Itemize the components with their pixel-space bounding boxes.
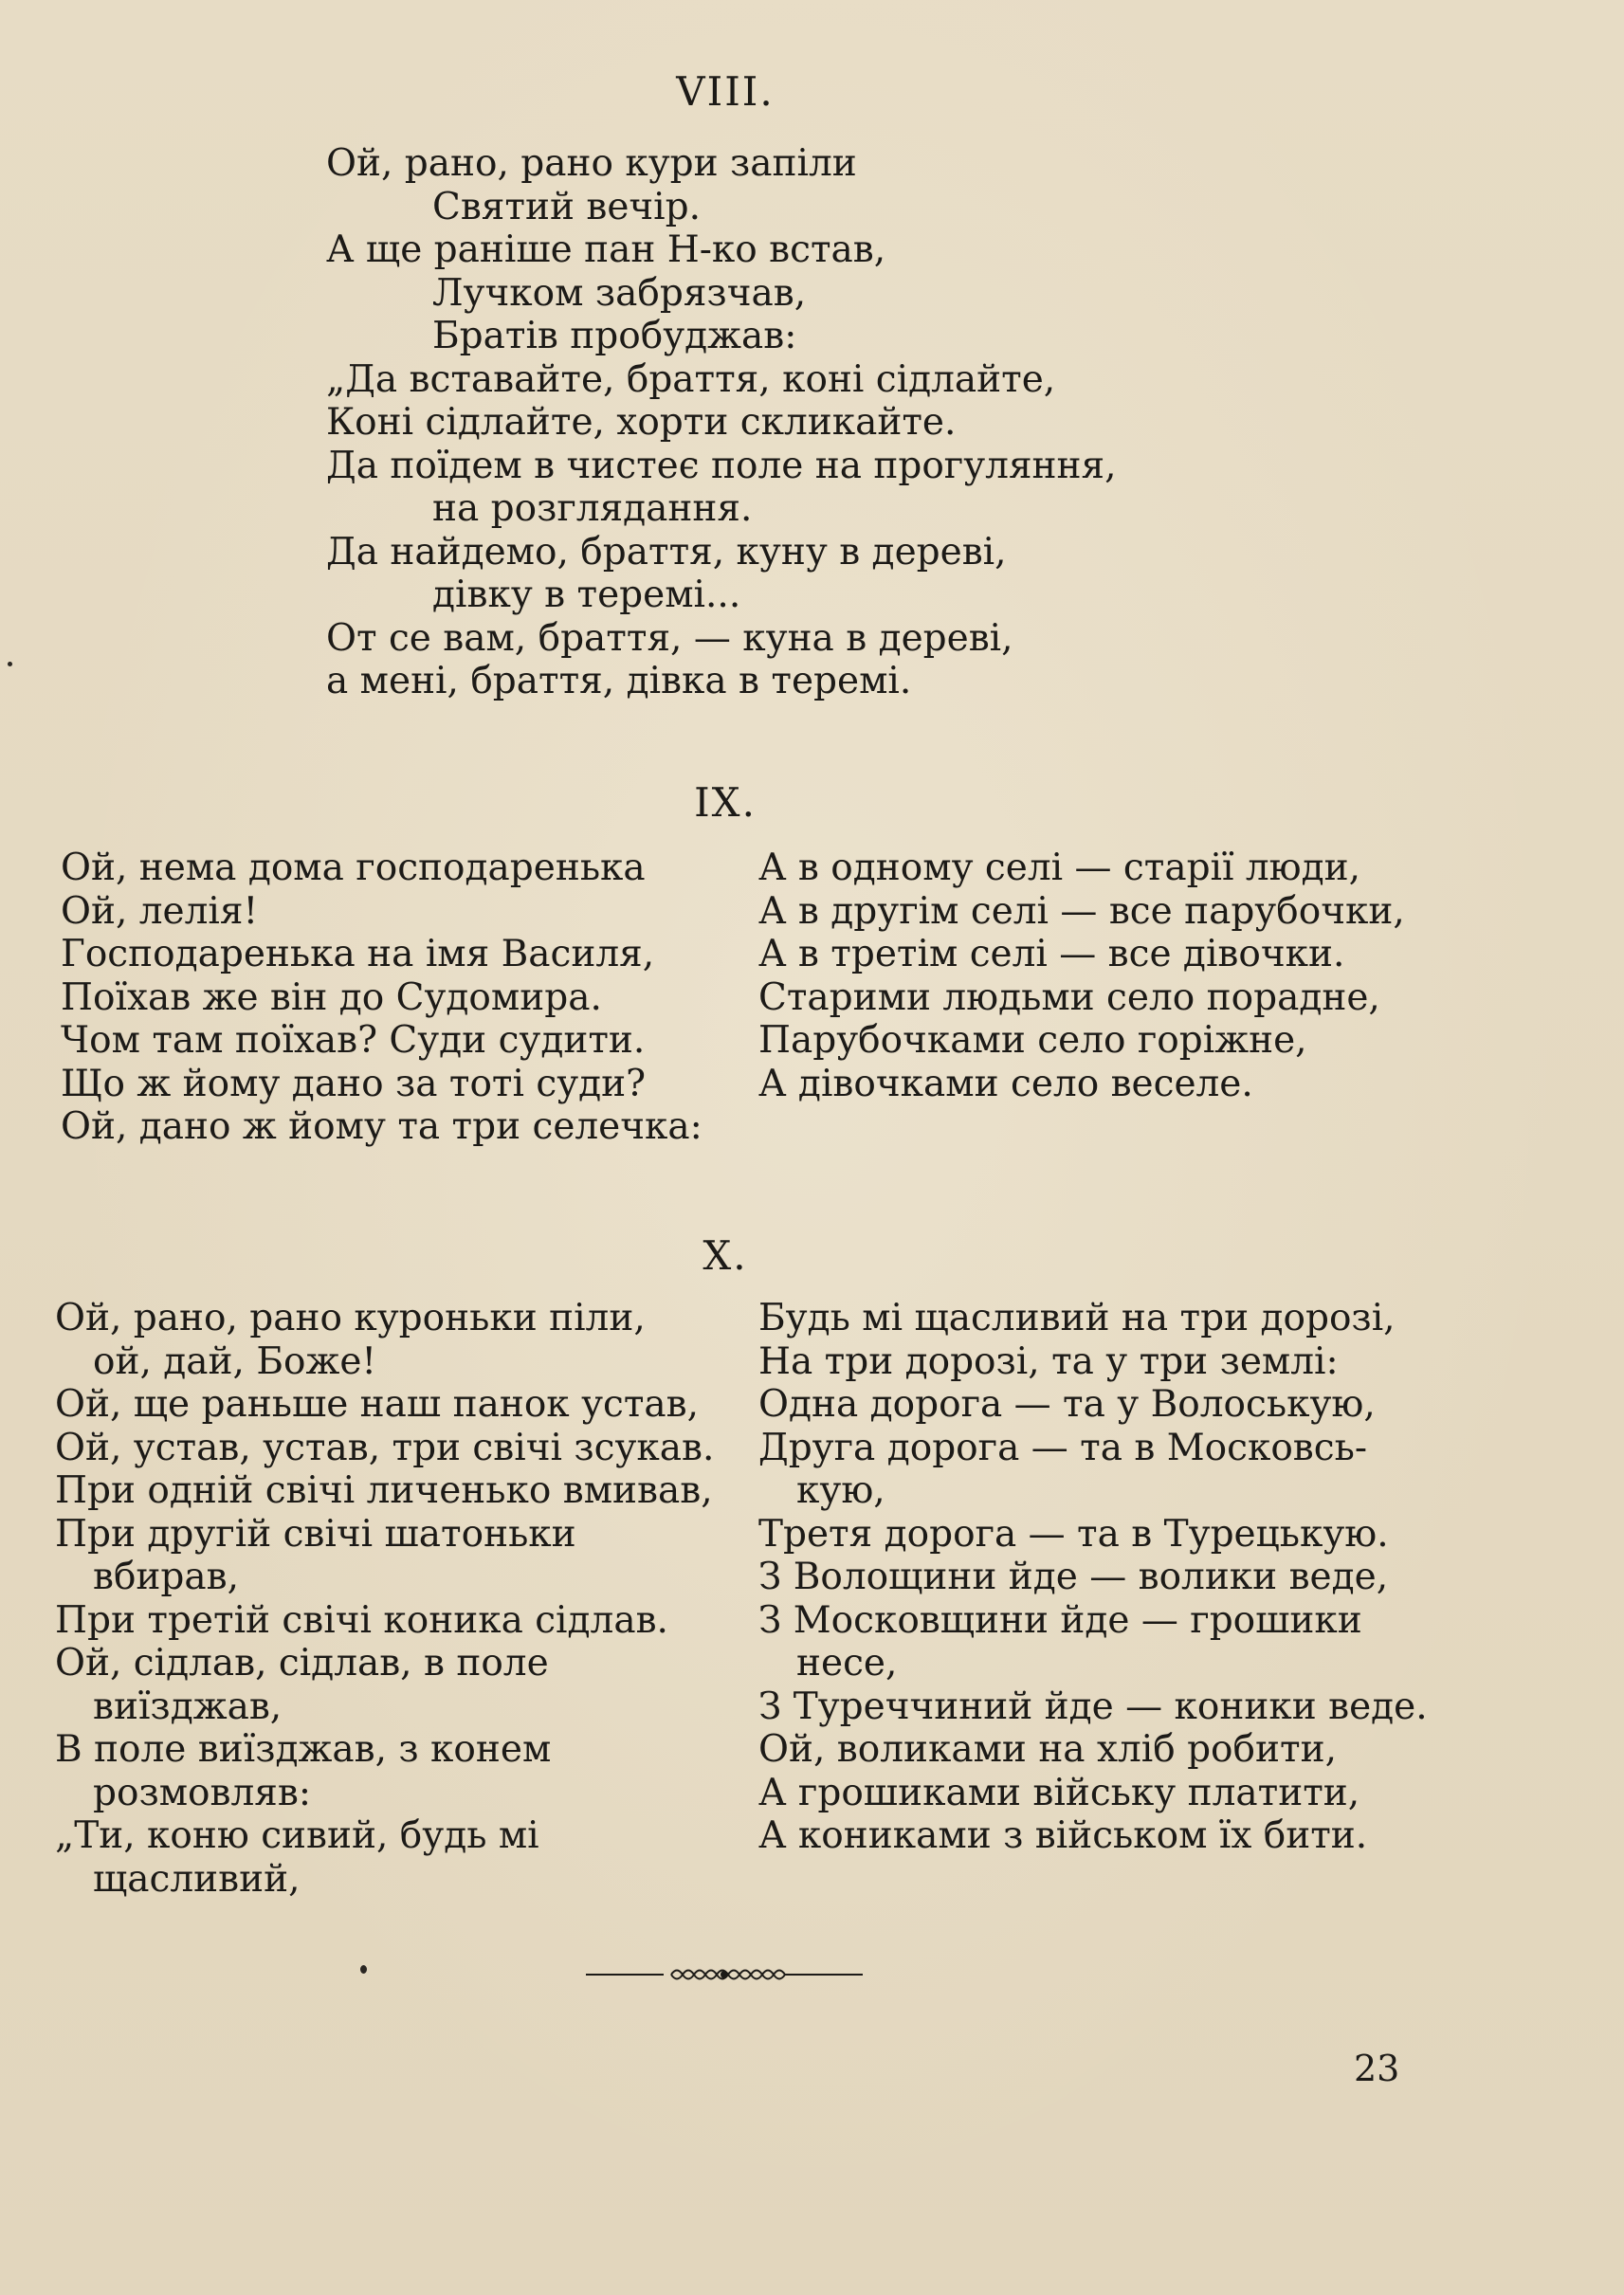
verse-line: Ой, нема дома господаренька [61, 847, 646, 889]
verse-line: Поїхав же він до Судомира. [61, 975, 602, 1019]
verse-line: на розглядання. [432, 487, 753, 530]
verse-line: Старими людьми село порадне, [758, 975, 1380, 1019]
poem-ix-left-column [61, 847, 724, 1149]
verse-line: А кониками з військом їх бити. [758, 1814, 1368, 1857]
verse-line: розмовляв: [93, 1771, 311, 1814]
verse-line: Чом там поїхав? Суди судити. [61, 1019, 646, 1062]
ink-speck [8, 662, 12, 666]
verse-line: Парубочками село горіжне, [758, 1019, 1307, 1062]
verse-line: В поле виїзджав, з конем [55, 1728, 552, 1771]
verse-line: „Ти, коню сивий, будь мі [55, 1814, 539, 1857]
section-heading-ix: IX. [694, 779, 757, 826]
verse-line: Ой, ще раньше наш панок устав, [55, 1383, 700, 1426]
verse-line: Будь мі щасливий на три дорозі, [758, 1297, 1396, 1339]
verse-line: Ой, рано, рано куроньки піли, [55, 1297, 646, 1339]
page-number: 23 [1354, 2048, 1400, 2089]
verse-line: А в другім селі — все парубочки, [758, 889, 1405, 933]
verse-line: Що ж йому дано за тоті суди? [61, 1062, 647, 1105]
verse-line: несе, [796, 1642, 898, 1685]
verse-line: „Да вставайте, браття, коні сідлайте, [326, 357, 1056, 401]
verse-line: А дівочками село веселе. [758, 1062, 1253, 1105]
verse-line: Господаренька на імя Василя, [61, 933, 655, 975]
verse-line: На три дорозі, та у три землі: [758, 1339, 1339, 1383]
poem-ix-right-column [758, 847, 1422, 1105]
verse-line: При одній свічі личенько вмивав, [55, 1469, 713, 1512]
verse-line: Братів пробуджав: [432, 315, 797, 357]
verse-line: Друга дорога — та в Московсь- [758, 1426, 1368, 1469]
verse-line: Да найдемо, браття, куну в дереві, [326, 530, 1007, 574]
verse-line: Лучком забрязчав, [432, 271, 807, 315]
verse-line: а мені, браття, дівка в теремі. [326, 660, 912, 702]
verse-line: При третій свічі коника сідлав. [55, 1598, 668, 1642]
verse-line: Ой, рано, рано кури запіли [326, 142, 857, 185]
verse-line: А грошиками війську платити, [758, 1771, 1360, 1814]
verse-line: З Волощини йде — волики веде, [758, 1556, 1389, 1598]
verse-line: Ой, сідлав, сідлав, в поле [55, 1642, 549, 1685]
section-heading-x: X. [703, 1232, 748, 1279]
verse-line: От се вам, браття, — куна в дереві, [326, 616, 1013, 660]
verse-line: дівку в теремі... [432, 574, 741, 616]
section-heading-viii: VIII. [676, 68, 775, 115]
verse-line: Святий вечір. [432, 185, 702, 228]
verse-line: вбирав, [93, 1556, 240, 1598]
verse-line: А ще раніше пан Н-ко встав, [326, 228, 886, 271]
verse-line: З Московщини йде — грошики [758, 1598, 1362, 1642]
verse-line: Третя дорога — та в Турецькую. [758, 1512, 1389, 1556]
verse-line: кую, [796, 1469, 885, 1512]
verse-line: ой, дай, Боже! [93, 1339, 377, 1383]
verse-line: При другій свічі шатоньки [55, 1512, 576, 1556]
ink-speck [360, 1965, 367, 1974]
verse-line: Одна дорога — та у Волоськую, [758, 1383, 1376, 1426]
verse-line: З Туреччиний йде — коники веде. [758, 1685, 1428, 1728]
verse-line: Ой, устав, устав, три свічі зсукав. [55, 1426, 715, 1469]
verse-line: щасливий, [93, 1857, 301, 1901]
poem-x-right-column [758, 1297, 1428, 1858]
verse-line: Ой, воликами на хліб робити, [758, 1728, 1337, 1771]
verse-line: А в третім селі — все дівочки. [758, 933, 1345, 975]
verse-line: виїзджав, [93, 1685, 283, 1728]
verse-line: Ой, дано ж йому та три селечка: [61, 1105, 703, 1148]
ornamental-rule [586, 1962, 863, 1987]
poem-x-left-column [55, 1297, 719, 1901]
poem-viii [326, 142, 1198, 703]
verse-line: А в одному селі — старії люди, [758, 847, 1361, 889]
verse-line: Да поїдем в чистеє поле на прогуляння, [326, 444, 1117, 487]
verse-line: Ой, лелія! [61, 889, 259, 933]
verse-line: Коні сідлайте, хорти скликайте. [326, 401, 957, 444]
